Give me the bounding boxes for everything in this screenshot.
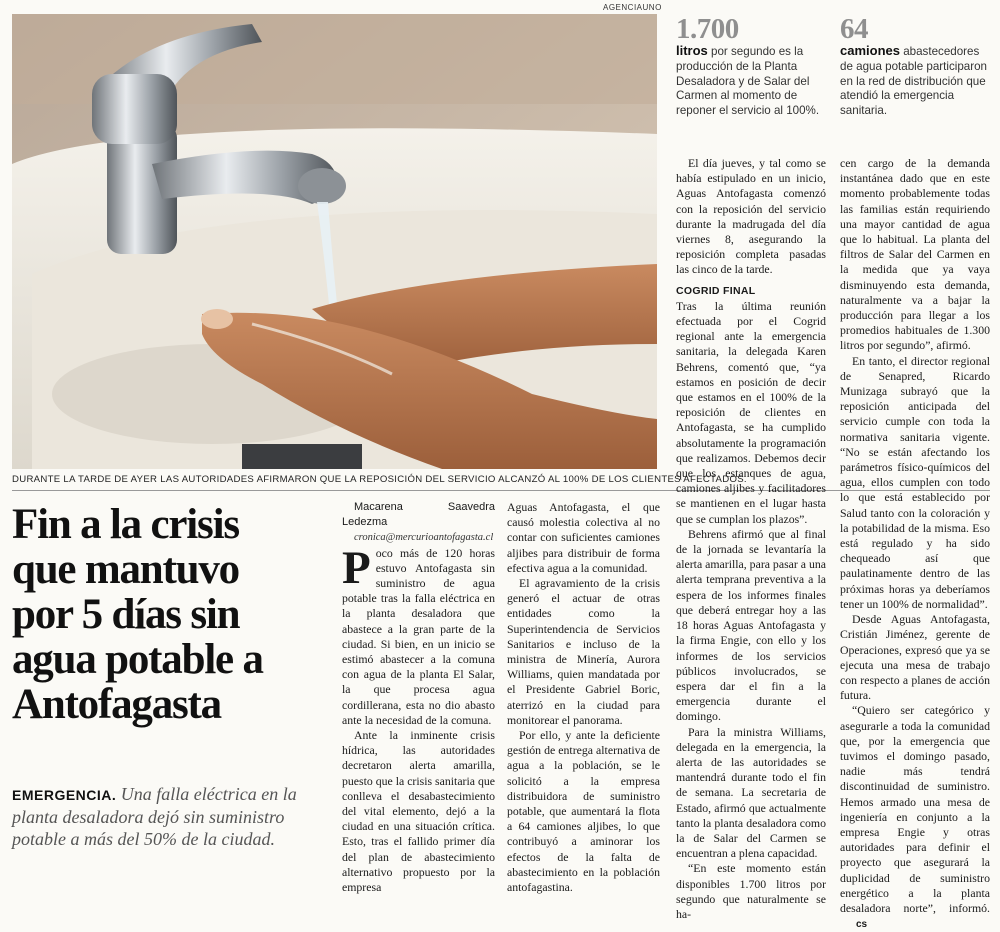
lead-text: Una falla eléctrica en la planta desaladora dejó sin suministro potable a más del 50% de la ciudad.	[12, 784, 297, 849]
article-column-1	[342, 500, 495, 895]
lead-paragraph	[12, 783, 332, 850]
lead-kicker: EMERGENCIA.	[12, 787, 117, 803]
stat-text: abastecedores de agua potable participaron en la red de distribución que atendió la emergencia sanitaria.	[840, 45, 987, 118]
article-column-3	[676, 156, 826, 922]
paragraph: El día jueves, y tal como se había estipulado en un inicio, Aguas Antofagasta comenzó con la reposición del servicio durante la madrugada del día viernes 8, asegurando la reposición completa pasadas las cinco de la tarde.	[676, 156, 826, 277]
paragraph: En tanto, el director regional de Senapred, Ricardo Munizaga subrayó que la reposición anticipada del servicio cumple con toda la normativa sanitaria vigente. “No se están afectando los parámetros físico-químicos del agua, ellos cumplen con todo lo que está establecido por Salud tanto con la coloración y la potabilidad de la misma. Eso está regulado y ha sido chequeado así que paulatinamente dentro de las próximas horas ya deberíamos tener un 100% de normalidad”.	[840, 353, 990, 611]
byline-email: cronica@mercurioantofagasta.cl	[354, 532, 494, 544]
paragraph: cen cargo de la demanda instantánea dado que en este momento probablemente todas las familias están requiriendo una mayor cantidad de agua que lo habitual. La planta del filtros de Salar del Carmen en la medida que ya vaya disminuyendo esta demanda, naturalmente va a bajar la producción para llegar a los promedios habituales de 1.300 litros por segundo”, afirmó.	[840, 156, 990, 353]
paragraph: Por ello, y ante la deficiente gestión de entrega alternativa de agua a la población, se le solicitó a la empresa distribuidora de suministro potable, que aumentará la flota a 64 camiones aljibes, lo que contribuyó a aminorar los efectos de la falta de abastecimiento en la población antofagastina.	[507, 728, 660, 895]
paragraph: Poco más de 120 horas estuvo Antofagasta sin suministro de agua potable tras la falla eléctrica en la planta desaladora que abastece a la gran parte de la ciudad. Si bien, en un inicio se estimó abastecer a la comuna con agua de la planta El Salar, la que procesa agua cordillerana, esta no dio abasto ante la necesidad de la comuna.	[342, 541, 495, 727]
stat-unit: litros	[676, 43, 708, 58]
end-mark: cs	[856, 919, 868, 931]
headline-line: Antofagasta	[12, 681, 221, 728]
byline-author: Macarena Saavedra Ledezma	[342, 501, 495, 529]
stat-trucks	[840, 14, 990, 119]
paragraph: “Quiero ser categórico y asegurarle a toda la comunidad que, por la emergencia que tuvimos el domingo pasado, nadie más tendrá discontinuidad de suministro. Hemos armado una mesa de ingeniería en conjunto a la empresa Engie y otras autoridades para definir el proyecto que asegurará la duplicidad de suministro energético a la planta desaladora norte”, informó.cs	[840, 703, 990, 932]
photo-hand-washing	[12, 14, 657, 469]
article-column-4	[840, 156, 990, 932]
stat-text: por segundo es la producción de la Planta Desaladora y de Salar del Carmen al momento de reponer el servicio al 100%.	[676, 45, 820, 118]
photo-caption: DURANTE LA TARDE DE AYER LAS AUTORIDADES AFIRMARON QUE LA REPOSICIÓN DEL SERVICIO ALCANZÓ AL 100% DE LOS CLIENTES AFECTADOS.	[12, 474, 747, 485]
paragraph: Ante la inminente crisis hídrica, las autoridades decretaron alerta amarilla, puesto que la crisis sanitaria que conlleva el desabastecimiento del vital elemento, dejó a la ciudad en una situación crítica. Esto, tras el fallido primer día del plan de abastecimiento alternativo propuesto por la empresa	[342, 728, 495, 895]
headline	[12, 502, 332, 727]
paragraph: Behrens afirmó que al final de la jornada se levantaría la alerta amarilla, para pasar a una alerta temprana preventiva a la espera de los informes finales que deberá entregar hoy a las 18 horas Aguas Antofagasta y la firma Engie, con ello y los informes de los servicios públicos involucrados, se espera dar el fin a la emergencia durante el domingo.	[676, 526, 826, 724]
stat-unit: camiones	[840, 43, 900, 58]
stat-number: 64	[840, 13, 868, 45]
paragraph: Para la ministra Williams, delegada en la emergencia, la alerta de las autoridades se mantendrá durante todo el fin de semana. La secretaria de Estado, afirmó que actualmente tanto la planta desaladora como la de Salar del Carmen se encuentran a plena capacidad.	[676, 724, 826, 861]
dropcap: P	[342, 541, 371, 594]
headline-line: Fin a la crisis	[12, 501, 239, 548]
faucet-illustration	[12, 14, 657, 469]
subhead: COGRID FINAL	[676, 284, 756, 297]
paragraph: Desde Aguas Antofagasta, Cristián Jiménez, gerente de Operaciones, expresó que ya se ejecuta una mesa de trabajo con respecto a planes de acción futura.	[840, 612, 990, 703]
article-column-2	[507, 500, 660, 895]
photo-credit: AGENCIAUNO	[603, 3, 662, 12]
headline-line: por 5 días sin	[12, 591, 240, 638]
paragraph: Tras la última reunión efectuada por el Cogrid regional ante la emergencia sanitaria, la delegada Karen Behrens, comentó que, “ya estamos en posición de decir que estamos en el 100% de la reposición de clientes en Antofagasta, se ha cumplido absolutamente la programación que realizamos. Debemos decir que los estanques de agua, camiones aljibes y facilitadores se mantienen en el lugar hasta que se cumplan los plazos”.	[676, 298, 826, 526]
paragraph: El agravamiento de la crisis generó el actuar de otras entidades como la Superintendencia de Servicios Sanitarios e incluso de la ministra de Minería, Aurora Williams, quien mandatada por el Presidente Gabriel Boric, aterrizó en la ciudad para monitorear el panorama.	[507, 576, 660, 727]
stat-liters	[676, 14, 826, 119]
headline-line: agua potable a	[12, 636, 263, 683]
paragraph: “En este momento están disponibles 1.700 litros por segundo que naturalmente se ha-	[676, 861, 826, 921]
stat-number: 1.700	[676, 13, 739, 45]
paragraph: Aguas Antofagasta, el que causó molestia colectiva al no contar con suficientes camiones aljibes para distribuir de forma efectiva agua a la comunidad.	[507, 500, 660, 575]
headline-line: que mantuvo	[12, 546, 239, 593]
